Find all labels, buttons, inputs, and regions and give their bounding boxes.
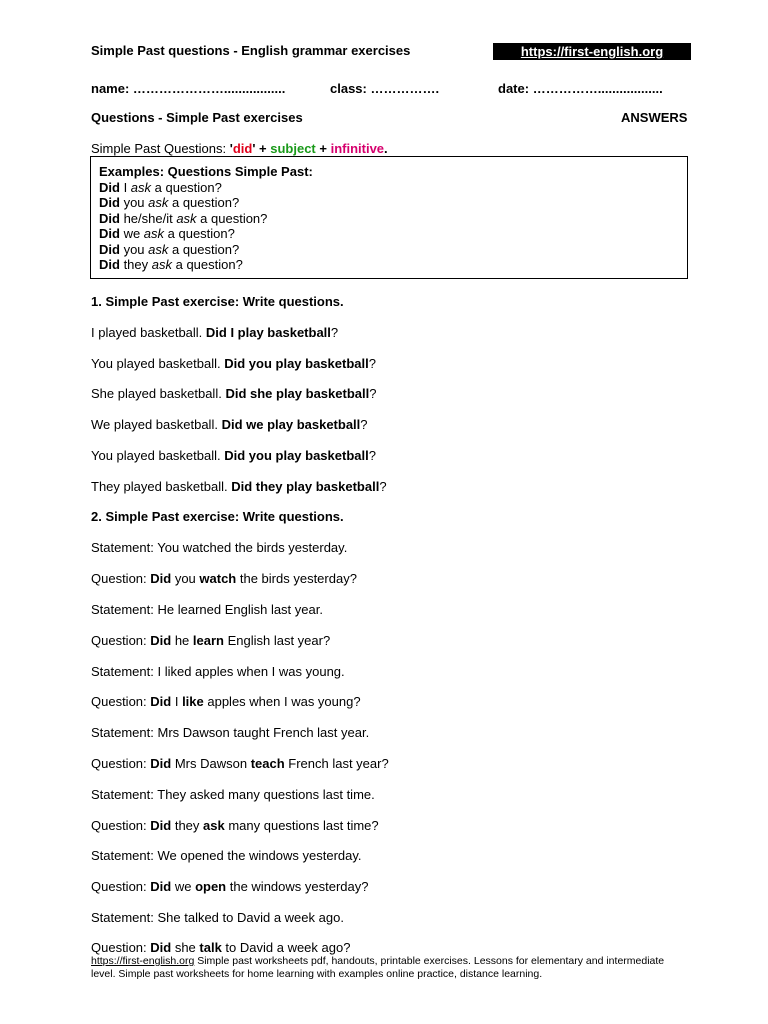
example-subject: you [119, 242, 149, 257]
question-did: Did [150, 940, 172, 955]
date-dots: …………….................. [532, 81, 663, 96]
question-subject: they [171, 818, 204, 833]
footer-text: Simple past worksheets pdf, handouts, printable exercises. Lessons for elementary and intermediate level. Simple past worksheets for home learning with examples online practice, distance learning. [91, 955, 665, 980]
question-label: Question: [91, 818, 151, 833]
question-subject: we [171, 879, 196, 894]
exercise1-statement: You played basketball. [91, 448, 225, 463]
rule-did: did [232, 141, 253, 156]
exercise2-statement [91, 787, 375, 802]
exercise2-statement [91, 910, 344, 925]
examples-title: Examples: Questions Simple Past: [99, 164, 313, 179]
exercise1-answer: Did we play basketball [221, 417, 361, 432]
example-rest: a question? [164, 226, 235, 241]
exercise1-statement: They played basketball. [91, 479, 232, 494]
exercise2-question [91, 879, 368, 894]
exercise1-item [91, 325, 338, 340]
question-verb: talk [199, 940, 222, 955]
question-label: Question: [91, 879, 151, 894]
exercise1-end: ? [368, 356, 376, 371]
exercise2-statement [91, 725, 369, 740]
question-subject: he [171, 633, 193, 648]
example-subject: we [119, 226, 144, 241]
question-rest: apples when I was young? [203, 694, 361, 709]
statement-label: Statement: [91, 602, 158, 617]
name-label: name: [91, 81, 130, 96]
question-rest: the birds yesterday? [236, 571, 357, 586]
statement-label: Statement: [91, 848, 158, 863]
statement-text: She talked to David a week ago. [157, 910, 344, 925]
exercise1-statement: She played basketball. [91, 386, 226, 401]
question-did: Did [150, 571, 172, 586]
exercise1-title: 1. Simple Past exercise: Write questions. [91, 294, 344, 309]
example-line [99, 180, 222, 195]
question-did: Did [150, 818, 172, 833]
example-line [99, 226, 235, 241]
example-verb: ask [148, 195, 169, 210]
exercise2-statement [91, 848, 362, 863]
example-line [99, 195, 239, 210]
question-did: Did [150, 756, 172, 771]
exercise1-answer: Did they play basketball [231, 479, 380, 494]
exercise2-question [91, 694, 361, 709]
question-verb: watch [199, 571, 237, 586]
document-title: Simple Past questions - English grammar exercises [91, 43, 411, 58]
name-dots: …………………................. [132, 81, 286, 96]
exercise2-statement [91, 664, 345, 679]
statement-text: You watched the birds yesterday. [157, 540, 348, 555]
example-line [99, 211, 267, 226]
footer [91, 955, 691, 981]
question-label: Question: [91, 633, 151, 648]
exercise2-question [91, 756, 389, 771]
example-subject: he/she/it [119, 211, 177, 226]
question-rest: to David a week ago? [221, 940, 351, 955]
question-verb: teach [250, 756, 285, 771]
example-rest: a question? [196, 211, 268, 226]
question-did: Did [150, 633, 172, 648]
rule-line [91, 141, 388, 156]
example-subject: they [119, 257, 152, 272]
exercise1-item [91, 417, 368, 432]
answers-label: ANSWERS [621, 110, 688, 125]
example-rest: a question? [168, 195, 240, 210]
date-label: date: [498, 81, 530, 96]
question-rest: many questions last time? [224, 818, 379, 833]
example-rest: a question? [151, 180, 222, 195]
statement-text: I liked apples when I was young. [157, 664, 345, 679]
rule-infinitive: infinitive [330, 141, 385, 156]
examples-box [90, 156, 688, 279]
example-line [99, 257, 243, 272]
exercise1-end: ? [379, 479, 387, 494]
exercise1-item [91, 356, 376, 371]
rule-quote-open: ' [229, 141, 233, 156]
statement-text: Mrs Dawson taught French last year. [157, 725, 370, 740]
exercise1-item [91, 479, 387, 494]
question-subject: Mrs Dawson [171, 756, 251, 771]
exercise1-statement: You played basketball. [91, 356, 225, 371]
example-did: Did [99, 226, 120, 241]
exercise1-answer: Did you play basketball [224, 448, 369, 463]
exercise1-answer: Did you play basketball [224, 356, 369, 371]
question-verb: like [182, 694, 204, 709]
question-rest: the windows yesterday? [226, 879, 369, 894]
statement-label: Statement: [91, 540, 158, 555]
class-field [330, 81, 439, 96]
question-subject: I [171, 694, 183, 709]
statement-label: Statement: [91, 910, 158, 925]
question-label: Question: [91, 756, 151, 771]
exercise1-statement: We played basketball. [91, 417, 222, 432]
example-verb: ask [151, 257, 172, 272]
rule-end: . [384, 141, 388, 156]
statement-label: Statement: [91, 725, 158, 740]
rule-prefix: Simple Past Questions: [91, 141, 230, 156]
question-label: Question: [91, 571, 151, 586]
question-rest: English last year? [223, 633, 331, 648]
class-dots: ……………. [370, 81, 440, 96]
exercise1-answer: Did she play basketball [225, 386, 370, 401]
exercise2-title: 2. Simple Past exercise: Write questions. [91, 509, 344, 524]
question-rest: French last year? [284, 756, 389, 771]
exercise1-end: ? [360, 417, 368, 432]
question-label: Question: [91, 940, 151, 955]
example-verb: ask [143, 226, 165, 241]
question-verb: open [195, 879, 227, 894]
section-title: Questions - Simple Past exercises [91, 110, 303, 125]
example-did: Did [99, 211, 120, 226]
example-verb: ask [130, 180, 152, 195]
exercise2-question [91, 571, 357, 586]
footer-link[interactable]: https://first-english.org [91, 955, 195, 967]
question-verb: learn [192, 633, 224, 648]
example-subject: you [119, 195, 149, 210]
name-field [91, 81, 285, 96]
example-did: Did [99, 242, 120, 257]
question-did: Did [150, 694, 172, 709]
exercise1-item [91, 386, 376, 401]
statement-label: Statement: [91, 787, 158, 802]
example-line [99, 242, 239, 257]
exercise1-end: ? [369, 386, 377, 401]
statement-text: They asked many questions last time. [157, 787, 375, 802]
example-rest: a question? [171, 257, 243, 272]
statement-label: Statement: [91, 664, 158, 679]
exercise2-statement [91, 540, 347, 555]
example-rest: a question? [168, 242, 240, 257]
date-field [498, 81, 663, 96]
example-did: Did [99, 180, 120, 195]
example-did: Did [99, 257, 120, 272]
example-verb: ask [148, 242, 169, 257]
statement-text: We opened the windows yesterday. [157, 848, 362, 863]
question-subject: you [171, 571, 200, 586]
example-verb: ask [176, 211, 197, 226]
class-label: class: [330, 81, 367, 96]
statement-text: He learned English last year. [157, 602, 323, 617]
rule-plus-1: + [255, 141, 271, 156]
rule-plus-2: + [315, 141, 331, 156]
exercise1-item [91, 448, 376, 463]
exercise1-answer: Did I play basketball [205, 325, 331, 340]
exercise1-end: ? [368, 448, 376, 463]
exercise2-question [91, 818, 379, 833]
question-verb: ask [203, 818, 225, 833]
rule-quote-close: ' [252, 141, 256, 156]
exercise1-statement: I played basketball. [91, 325, 206, 340]
example-did: Did [99, 195, 120, 210]
exercise2-statement [91, 602, 323, 617]
question-label: Question: [91, 694, 151, 709]
question-did: Did [150, 879, 172, 894]
rule-subject: subject [270, 141, 316, 156]
exercise2-question [91, 633, 330, 648]
exercise1-end: ? [330, 325, 339, 340]
question-subject: she [171, 940, 200, 955]
site-url-link[interactable]: https://first-english.org [493, 43, 691, 60]
exercise2-question [91, 940, 350, 955]
example-subject: I [119, 180, 131, 195]
